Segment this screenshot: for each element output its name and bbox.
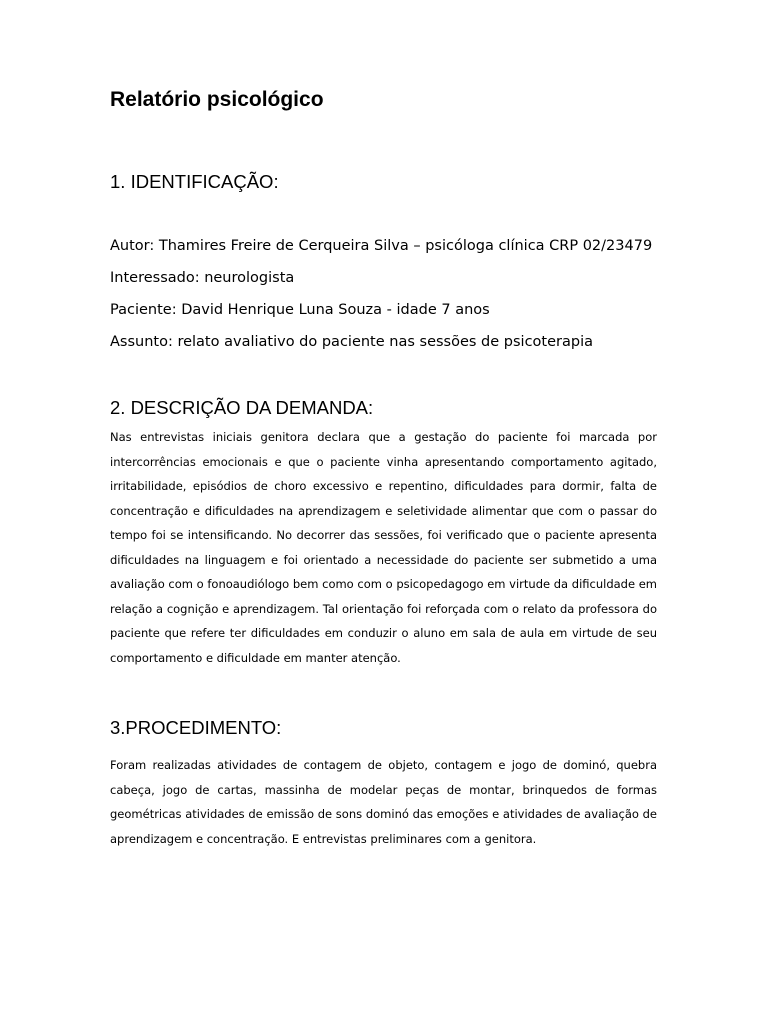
document-title: Relatório psicológico xyxy=(110,88,324,111)
paragraph-line: cabeça, jogo de cartas, massinha de modelar peças de montar, brinquedos de formas xyxy=(110,782,657,797)
paragraph-line: Nas entrevistas iniciais genitora declara que a gestação do paciente foi marcada por xyxy=(110,430,657,444)
procedimento-paragraph xyxy=(110,753,657,851)
paragraph-line: aprendizagem e concentração. E entrevistas preliminares com a genitora. xyxy=(110,831,537,846)
paragraph-line: comportamento e dificuldade em manter atenção. xyxy=(110,650,401,665)
section-heading-identificacao: 1. IDENTIFICAÇÃO: xyxy=(110,171,279,192)
paragraph-line: irritabilidade, episódios de choro excessivo e repentino, dificuldades para dormir, falta de xyxy=(110,479,657,493)
ident-paciente: Paciente: David Henrique Luna Souza - idade 7 anos xyxy=(110,302,490,318)
paragraph-line: relação a cognição e aprendizagem. Tal orientação foi reforçada com o relato da professora do xyxy=(110,601,657,616)
paragraph-line: avaliação com o fonoaudiólogo bem como com o psicopedagogo em virtude da dificuldade em xyxy=(110,577,657,591)
paragraph-line: dificuldades na linguagem e foi orientado a necessidade do paciente ser submetido a uma xyxy=(110,552,657,567)
paragraph-line: Foram realizadas atividades de contagem de objeto, contagem e jogo de dominó, quebra xyxy=(110,758,657,772)
ident-interessado: Interessado: neurologista xyxy=(110,270,295,286)
ident-autor: Autor: Thamires Freire de Cerqueira Silva – psicóloga clínica CRP 02/23479 xyxy=(110,238,653,254)
paragraph-line: geométricas atividades de emissão de sons dominó das emoções e atividades de avaliação de xyxy=(110,807,657,821)
paragraph-line: tempo foi se intensificando. No decorrer das sessões, foi verificado que o paciente apresenta xyxy=(110,528,657,542)
section-heading-procedimento: 3.PROCEDIMENTO: xyxy=(110,717,282,738)
paragraph-line: intercorrências emocionais e que o paciente vinha apresentando comportamento agitado, xyxy=(110,454,657,469)
paragraph-line: concentração e dificuldades na aprendizagem e seletividade alimentar que com o passar do xyxy=(110,503,657,518)
demanda-paragraph xyxy=(110,425,657,670)
section-heading-demanda: 2. DESCRIÇÃO DA DEMANDA: xyxy=(110,397,374,418)
paragraph-line: paciente que refere ter dificuldades em conduzir o aluno em sala de aula em virtude de seu xyxy=(110,626,657,640)
ident-assunto: Assunto: relato avaliativo do paciente nas sessões de psicoterapia xyxy=(110,334,593,350)
